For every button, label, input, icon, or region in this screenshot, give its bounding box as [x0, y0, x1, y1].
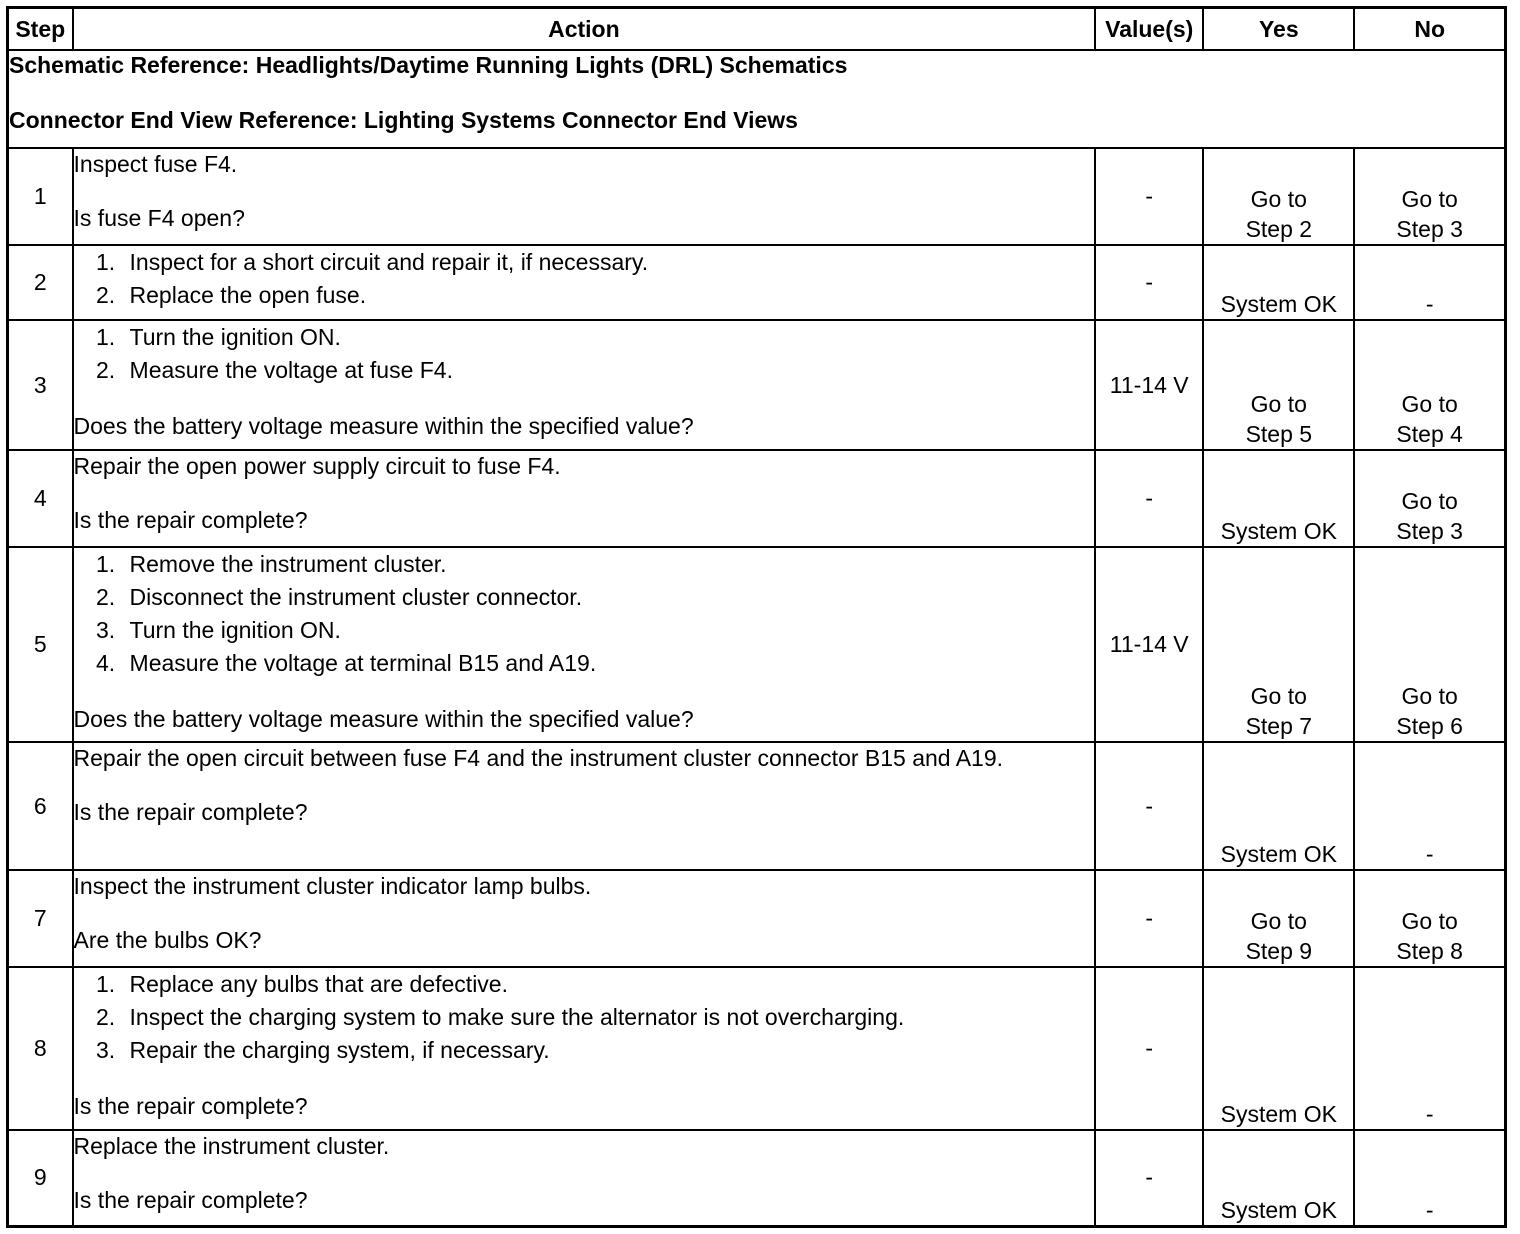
step-yes-result: [1203, 870, 1354, 967]
step-no-result: [1354, 245, 1505, 320]
schematic-reference: Schematic Reference: Headlights/Daytime Running Lights (DRL) Schematics: [9, 52, 848, 78]
no-result-text: Go to Step 3: [1396, 488, 1463, 544]
step-yes-result: [1203, 547, 1354, 742]
yes-result-text: Go to Step 9: [1245, 908, 1313, 964]
action-list-item: 3. Turn the ignition ON.: [122, 614, 1095, 647]
action-list-item: 2. Measure the voltage at fuse F4.: [122, 354, 1095, 387]
header-values: Value(s): [1095, 8, 1203, 51]
step-no-result: [1354, 450, 1505, 547]
step-row: [8, 742, 1506, 870]
action-list-item: 2. Replace the open fuse.: [122, 279, 1095, 312]
yes-result-text: System OK: [1220, 291, 1337, 317]
step-value: -: [1095, 870, 1203, 967]
action-steps-list: [74, 968, 1095, 1067]
step-row: [8, 245, 1506, 320]
step-value: 11-14 V: [1095, 320, 1203, 450]
step-row: [8, 1130, 1506, 1226]
action-list-item: 2. Disconnect the instrument cluster connector.: [122, 581, 1095, 614]
header-no: No: [1354, 8, 1505, 51]
action-instruction: Inspect the instrument cluster indicator lamp bulbs.: [73, 873, 592, 899]
step-action: [73, 870, 1096, 967]
step-no-result: [1354, 967, 1505, 1130]
no-result-text: -: [1425, 841, 1434, 867]
step-action: [73, 450, 1096, 547]
step-action: [73, 320, 1096, 450]
action-question: Is fuse F4 open?: [73, 205, 245, 231]
step-number: 2: [8, 245, 73, 320]
no-result-text: Go to Step 8: [1396, 908, 1463, 964]
action-question: Are the bulbs OK?: [73, 927, 262, 953]
step-no-result: [1354, 547, 1505, 742]
action-question: Is the repair complete?: [73, 799, 308, 825]
yes-result-text: System OK: [1220, 1196, 1337, 1223]
step-value: 11-14 V: [1095, 547, 1203, 742]
header-row: [8, 8, 1506, 51]
step-number: 7: [8, 870, 73, 967]
yes-result-text: System OK: [1220, 841, 1337, 867]
action-question: Does the battery voltage measure within the specified value?: [73, 706, 694, 732]
step-number: 3: [8, 320, 73, 450]
step-no-result: [1354, 1130, 1505, 1226]
step-value: -: [1095, 148, 1203, 245]
step-action: [73, 1130, 1096, 1226]
no-result-text: Go to Step 6: [1396, 683, 1463, 739]
action-list-item: 1. Turn the ignition ON.: [122, 321, 1095, 354]
action-instruction: Repair the open power supply circuit to fuse F4.: [73, 453, 561, 479]
step-yes-result: [1203, 450, 1354, 547]
step-action: [73, 148, 1096, 245]
step-number: 4: [8, 450, 73, 547]
step-number: 5: [8, 547, 73, 742]
no-result-text: -: [1425, 291, 1434, 317]
yes-result-text: System OK: [1220, 1101, 1337, 1127]
header-step: Step: [8, 8, 73, 51]
header-action: Action: [73, 8, 1096, 51]
step-yes-result: [1203, 245, 1354, 320]
step-value: -: [1095, 245, 1203, 320]
step-value: -: [1095, 1130, 1203, 1226]
action-list-item: 1. Replace any bulbs that are defective.: [122, 968, 1095, 1001]
reference-row: [8, 50, 1506, 148]
yes-result-text: Go to Step 2: [1245, 186, 1313, 242]
step-number: 6: [8, 742, 73, 870]
step-value: -: [1095, 742, 1203, 870]
step-yes-result: [1203, 320, 1354, 450]
no-result-text: -: [1425, 1101, 1434, 1127]
action-instruction: Inspect fuse F4.: [73, 151, 238, 177]
step-action: [73, 245, 1096, 320]
action-instruction: Repair the open circuit between fuse F4 and the instrument cluster connector B15 and A19.: [73, 745, 1004, 771]
yes-result-text: System OK: [1220, 518, 1337, 544]
step-number: 9: [8, 1130, 73, 1226]
no-result-text: Go to Step 3: [1396, 186, 1463, 242]
connector-reference: Connector End View Reference: Lighting Systems Connector End Views: [9, 107, 798, 133]
action-question: Is the repair complete?: [73, 1187, 308, 1213]
action-list-item: 2. Inspect the charging system to make sure the alternator is not overcharging.: [122, 1001, 1095, 1034]
action-steps-list: [74, 548, 1095, 680]
step-yes-result: [1203, 742, 1354, 870]
step-number: 1: [8, 148, 73, 245]
action-question: Is the repair complete?: [73, 1093, 308, 1119]
action-steps-list: [74, 246, 1095, 312]
step-value: -: [1095, 967, 1203, 1130]
action-steps-list: [74, 321, 1095, 387]
reference-cell: [8, 50, 1506, 148]
action-question: Does the battery voltage measure within the specified value?: [73, 413, 694, 439]
action-list-item: 1. Remove the instrument cluster.: [122, 548, 1095, 581]
step-no-result: [1354, 148, 1505, 245]
step-number: 8: [8, 967, 73, 1130]
action-list-item: 3. Repair the charging system, if necessary.: [122, 1034, 1095, 1067]
diagnostic-table: [6, 6, 1507, 1228]
step-yes-result: [1203, 148, 1354, 245]
no-result-text: Go to Step 4: [1396, 391, 1463, 447]
step-row: [8, 870, 1506, 967]
step-yes-result: [1203, 967, 1354, 1130]
step-action: [73, 547, 1096, 742]
yes-result-text: Go to Step 7: [1245, 683, 1313, 739]
yes-result-text: Go to Step 5: [1245, 391, 1313, 447]
step-action: [73, 742, 1096, 870]
action-question: Is the repair complete?: [73, 507, 308, 533]
step-row: [8, 450, 1506, 547]
step-row: [8, 547, 1506, 742]
step-no-result: [1354, 870, 1505, 967]
action-list-item: 4. Measure the voltage at terminal B15 and A19.: [122, 647, 1095, 680]
step-no-result: [1354, 320, 1505, 450]
step-row: [8, 148, 1506, 245]
step-no-result: [1354, 742, 1505, 870]
step-row: [8, 320, 1506, 450]
step-row: [8, 967, 1506, 1130]
no-result-text: -: [1425, 1196, 1434, 1223]
header-yes: Yes: [1203, 8, 1354, 51]
step-yes-result: [1203, 1130, 1354, 1226]
step-action: [73, 967, 1096, 1130]
action-list-item: 1. Inspect for a short circuit and repair it, if necessary.: [122, 246, 1095, 279]
step-value: -: [1095, 450, 1203, 547]
action-instruction: Replace the instrument cluster.: [73, 1133, 390, 1159]
